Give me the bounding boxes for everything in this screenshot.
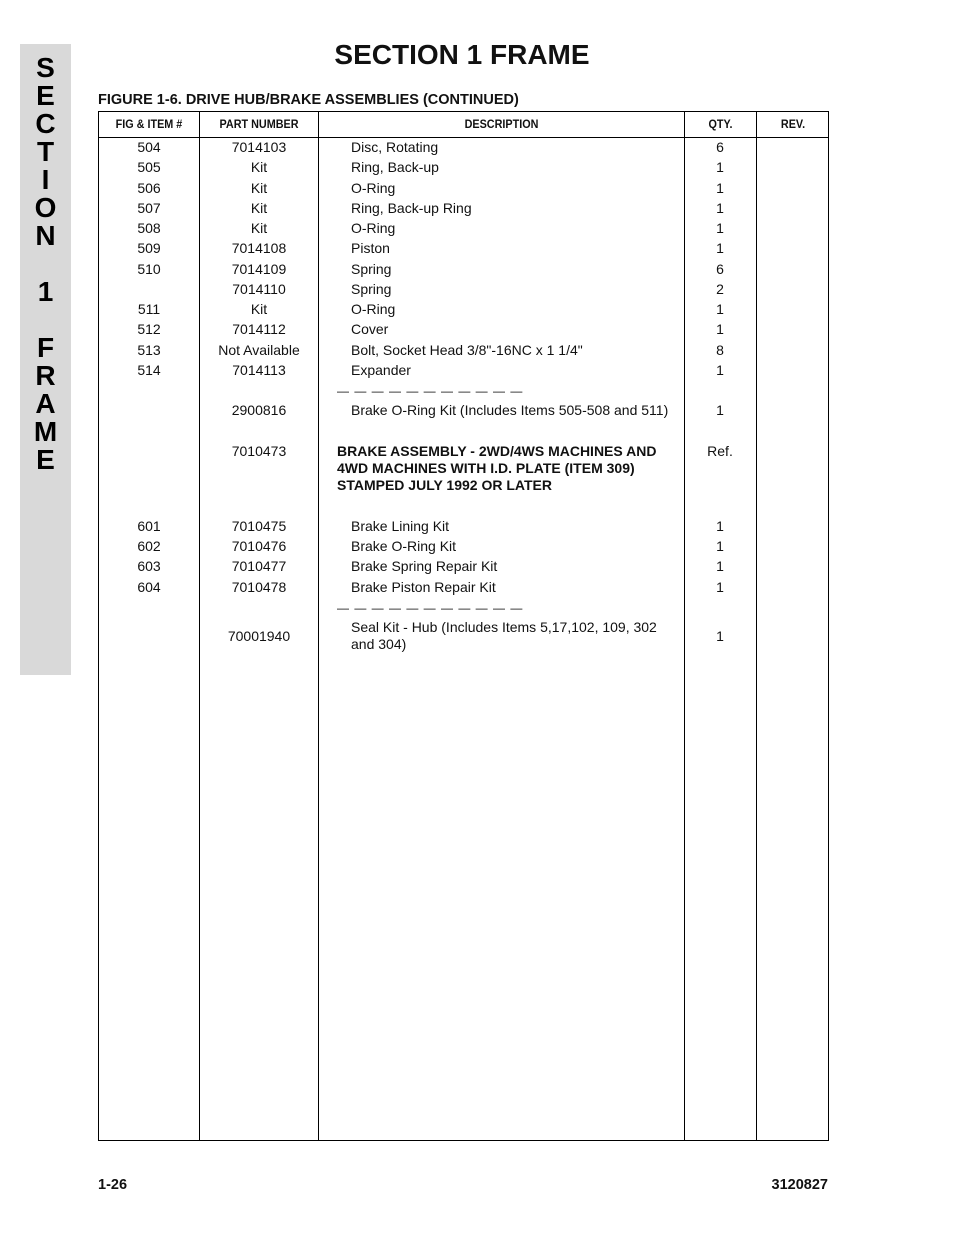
assembly-description: BRAKE ASSEMBLY - 2WD/4WS MACHINES AND 4WD MACHINES WITH I.D. PLATE (ITEM 309) STAMPED JULY 1992 OR LATER	[337, 443, 657, 493]
part-number: 7014109	[231, 261, 287, 277]
item-number: 603	[137, 558, 161, 574]
part-number: 7010475	[231, 518, 287, 534]
quantity: 1	[716, 200, 724, 216]
column-header-item: FIG & ITEM #	[115, 117, 183, 131]
item-number: 512	[137, 321, 161, 337]
side-tab-letter: E	[36, 80, 55, 111]
side-tab-letter: R	[35, 360, 56, 391]
part-number: Kit	[250, 301, 268, 317]
page-title: SECTION 1 FRAME	[334, 39, 590, 70]
item-number: 506	[137, 180, 161, 196]
item-number: 604	[137, 579, 161, 595]
part-number: 70001940	[227, 628, 291, 644]
side-tab-letter: N	[35, 220, 56, 251]
side-tab-letter: O	[34, 192, 57, 223]
item-number: 510	[137, 261, 161, 277]
description: Bolt, Socket Head 3/8"-16NC x 1 1/4"	[351, 342, 583, 358]
item-number: 514	[137, 362, 161, 378]
item-number: 508	[137, 220, 161, 236]
item-number: 513	[137, 342, 161, 358]
part-number: 7014110	[232, 281, 286, 297]
side-tab-letter: I	[41, 164, 50, 195]
item-number: 505	[137, 159, 161, 175]
description: O-Ring	[351, 180, 396, 196]
part-number: Not Available	[218, 342, 300, 358]
quantity: 1	[716, 558, 724, 574]
description: O-Ring	[351, 220, 396, 236]
dashed-separator: — — — — — — — — — — —	[337, 384, 524, 398]
document-number: 3120827	[771, 1177, 828, 1193]
part-number: Kit	[250, 200, 268, 216]
part-number: 7010473	[231, 443, 287, 459]
part-number: 7010476	[231, 538, 287, 554]
item-number: 511	[137, 301, 161, 317]
column-header-rev: REV.	[780, 117, 806, 131]
page-number: 1-26	[98, 1177, 128, 1193]
side-tab-letter: E	[36, 444, 55, 475]
part-number: 7010478	[231, 579, 287, 595]
quantity: 1	[716, 220, 724, 236]
side-tab-letter: S	[36, 52, 55, 83]
item-number: 507	[137, 200, 161, 216]
column-divider	[318, 112, 319, 1140]
description: Ring, Back-up	[351, 159, 439, 175]
quantity: 2	[716, 281, 724, 297]
item-number: 601	[137, 518, 161, 534]
section-side-tab	[20, 44, 71, 675]
figure-title: FIGURE 1-6. DRIVE HUB/BRAKE ASSEMBLIES (CONTINUED)	[98, 92, 519, 108]
quantity: 1	[716, 518, 724, 534]
quantity: 1	[716, 180, 724, 196]
parts-table	[98, 111, 829, 1141]
column-divider	[756, 112, 757, 1140]
side-tab-letter: T	[36, 136, 55, 167]
part-number: Kit	[250, 159, 268, 175]
item-number: 509	[137, 240, 161, 256]
quantity: 1	[716, 628, 724, 644]
quantity: 1	[716, 301, 724, 317]
description: Brake Spring Repair Kit	[351, 558, 498, 574]
description: Brake Piston Repair Kit	[351, 579, 496, 595]
description: Piston	[351, 240, 390, 256]
description: Disc, Rotating	[351, 139, 439, 155]
description: Brake O-Ring Kit (Includes Items 505-508 and 511)	[351, 402, 669, 418]
description: Brake O-Ring Kit	[351, 538, 457, 554]
part-number: 7014103	[231, 139, 287, 155]
quantity: 6	[716, 261, 724, 277]
quantity: 6	[716, 139, 724, 155]
column-header-qty: QTY.	[708, 117, 733, 131]
description: Expander	[351, 362, 411, 378]
description: Ring, Back-up Ring	[351, 200, 472, 216]
part-number: 7010477	[231, 558, 287, 574]
side-tab-letter: F	[36, 332, 55, 363]
column-header-description: DESCRIPTION	[464, 117, 539, 131]
column-header-part-number: PART NUMBER	[219, 117, 299, 131]
quantity: 1	[716, 362, 724, 378]
part-number: 7014108	[231, 240, 287, 256]
table-header-row	[99, 112, 828, 138]
quantity: 8	[716, 342, 724, 358]
part-number: Kit	[250, 180, 268, 196]
description: Brake Lining Kit	[351, 518, 450, 534]
side-tab-letter: M	[33, 416, 58, 447]
quantity: 1	[716, 159, 724, 175]
side-tab-letter: 1	[37, 276, 54, 307]
item-number: 602	[137, 538, 161, 554]
quantity: 1	[716, 402, 724, 418]
description: Seal Kit - Hub (Includes Items 5,17,102, 109, 302 and 304)	[351, 619, 657, 652]
quantity: 1	[716, 579, 724, 595]
quantity: 1	[716, 240, 724, 256]
part-number: 7014113	[232, 362, 286, 378]
item-number: 504	[137, 139, 161, 155]
quantity: Ref.	[707, 443, 733, 459]
description: O-Ring	[351, 301, 396, 317]
part-number: 2900816	[231, 402, 287, 418]
part-number: 7014112	[232, 321, 286, 337]
side-tab-letter: A	[35, 388, 56, 419]
side-tab-letter: C	[35, 108, 56, 139]
description: Spring	[351, 261, 392, 277]
quantity: 1	[716, 538, 724, 554]
dashed-separator: — — — — — — — — — — —	[337, 601, 524, 615]
description: Spring	[351, 281, 392, 297]
quantity: 1	[716, 321, 724, 337]
part-number: Kit	[250, 220, 268, 236]
description: Cover	[351, 321, 389, 337]
